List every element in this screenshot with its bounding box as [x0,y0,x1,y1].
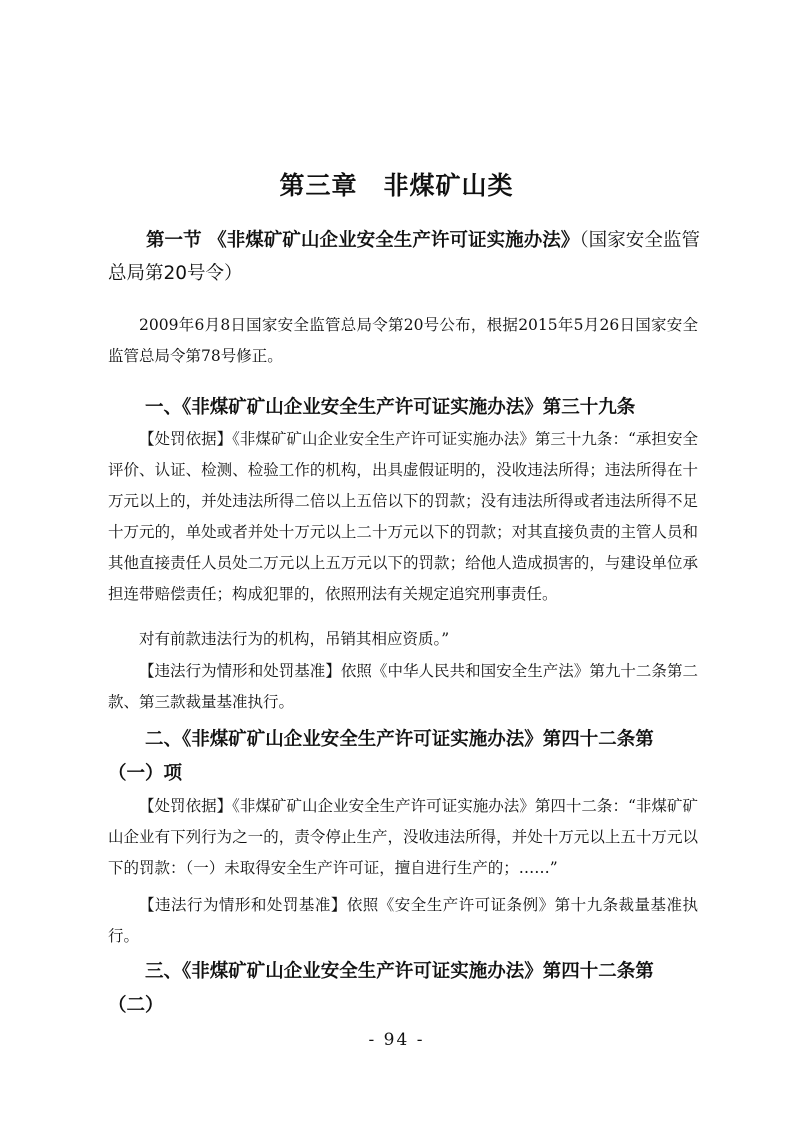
chapter-title: 第三章 非煤矿山类 [279,171,514,200]
basis-text: 《非煤矿矿山企业安全生产许可证实施办法》第四十二条：“非煤矿矿山企业有下列行为之一的，责令停止生产，没收违法所得，并处十万元以上五十万元以下的罚款：（一）未取得安全生产许可证，擅自进行生产的；……” [108,797,698,877]
article-2-standard [108,890,698,952]
section-title-note: （国家安全监管总局第20号令） [108,230,700,284]
section-title-main: 第一节 《非煤矿矿山企业安全生产许可证实施办法》 [146,230,580,251]
article-1-basis [108,424,698,610]
article-1-heading: 一、《非煤矿矿山企业安全生产许可证实施办法》第三十九条 [145,397,636,418]
basis-text: 《非煤矿矿山企业安全生产许可证实施办法》第三十九条：“承担安全评价、认证、检测、检验工作的机构，出具虚假证明的，没收违法所得；违法所得在十万元以上的，并处违法所得二倍以上五倍以下的罚款；没有违法所得或者违法所得不足十万元的，单处或者并处十万元以上二十万元以下的罚款；对其直接负责的主管人员和其他直接责任人员处二万元以上五万元以下的罚款；给他人造成损害的，与建设单位承担连带赔偿责任；构成犯罪的，依照刑法有关规定追究刑事责任。 [108,430,698,603]
page-number: - 94 - [368,1030,425,1050]
standard-text: 依照《中华人民共和国安全生产法》第九十二条第二款、第三款裁量基准执行。 [108,662,698,711]
article-1-basis-continued: 对有前款违法行为的机构，吊销其相应资质。” [139,630,450,648]
standard-label: 【违法行为情形和处罚基准】 [139,662,341,680]
basis-label: 【处罚依据】 [139,430,233,448]
article-3-heading: 三、《非煤矿矿山企业安全生产许可证实施办法》第四十二条第（二） [108,961,654,1016]
section-title [108,224,700,290]
article-2-basis [108,791,698,884]
standard-text: 依照《安全生产许可证条例》第十九条裁量基准执行。 [108,896,698,945]
article-2-heading: 二、《非煤矿矿山企业安全生产许可证实施办法》第四十二条第（一）项 [108,729,654,784]
basis-label: 【处罚依据】 [139,797,233,815]
standard-label: 【违法行为情形和处罚基准】 [139,896,347,914]
article-1-standard [108,656,698,718]
intro-paragraph: 2009年6月8日国家安全监管总局令第20号公布，根据2015年5月26日国家安全监管总局令第78号修正。 [108,316,698,365]
